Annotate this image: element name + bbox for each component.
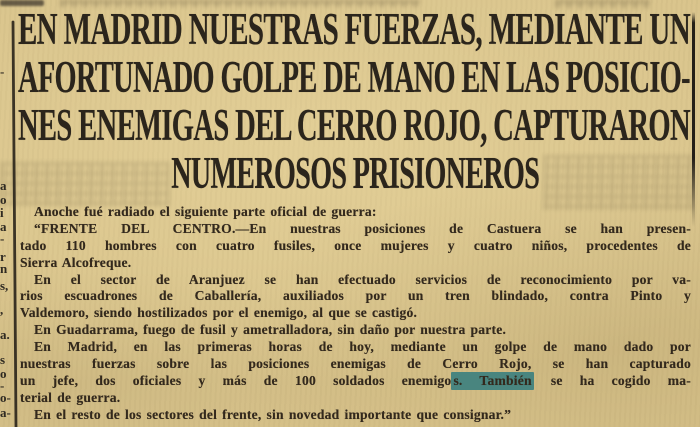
adjacent-column-fragment: , (0, 302, 4, 317)
headline-line-3 (18, 101, 692, 149)
adjacent-column-fragment: o- (0, 390, 11, 405)
article-body (20, 204, 691, 424)
body-text-segment: un jefe, dos oficiales y más de 100 soldados enemigo (20, 372, 452, 388)
headline-line-1 (18, 5, 692, 53)
adjacent-column-fragment: a. (0, 327, 10, 342)
adjacent-column-fragment: a- (0, 405, 11, 420)
body-line: En el sector de Aranjuez se han efectuado servicios de reconocimiento por va- (34, 271, 691, 287)
search-highlight: s. También (453, 372, 532, 388)
body-line: Sierra Alcofreque. (20, 254, 132, 270)
adjacent-column-fragment: i (0, 205, 4, 220)
body-line: Valdemoro, siendo hostilizados por el enemigo, al que se castigó. (20, 305, 418, 321)
body-line: En Madrid, en las primeras horas de hoy, mediante un golpe de mano dado por (34, 339, 691, 355)
adjacent-column-fragment: - (0, 64, 5, 79)
adjacent-column-fragment: - (0, 231, 5, 246)
headline-text: AFORTUNADO GOLPE DE MANO EN LAS POSICIO- (18, 52, 690, 102)
body-line: “FRENTE DEL CENTRO.—En nuestras posiciones de Castuera se han presen- (34, 220, 691, 236)
adjacent-column-fragment: a (0, 219, 7, 234)
headline-text: NES ENEMIGAS DEL CERRO ROJO, CAPTURARON (18, 100, 690, 150)
body-text-segment: se ha cogido ma- (533, 372, 691, 388)
headline-text: NUMEROSOS PRISIONEROS (171, 148, 539, 198)
adjacent-column-fragment: s, (0, 278, 9, 293)
body-line: tado 110 hombres con cuatro fusiles, once mujeres y cuatro niños, procedentes de (20, 237, 691, 253)
body-line-with-highlight (20, 373, 691, 390)
adjacent-column-fragment: - (0, 378, 5, 393)
column-divider-right (692, 12, 695, 227)
adjacent-column-fragment: n (0, 261, 8, 276)
adjacent-column-fragment: s (0, 352, 6, 367)
body-line: En Guadarrama, fuego de fusil y ametralladora, sin daño por nuestra parte. (34, 322, 507, 338)
adjacent-column-fragment: a (0, 178, 7, 193)
body-line: rios escuadrones de Caballería, auxiliados por un tren blindado, contra Pinto y (20, 288, 691, 304)
article-headline (18, 5, 692, 197)
adjacent-column-fragment: o (0, 366, 7, 381)
headline-text: EN MADRID NUESTRAS FUERZAS, MEDIANTE UN (18, 4, 690, 54)
body-line: Anoche fué radiado el siguiente parte oficial de guerra: (34, 204, 377, 219)
headline-line-2 (18, 53, 692, 101)
adjacent-column-fragment: o (0, 192, 7, 207)
adjacent-column-fragment: r (0, 249, 6, 264)
body-line: nuestras fuerzas sobre las posiciones enemigas de Cerro Rojo, se han capturado (20, 356, 691, 372)
body-line: terial de guerra. (20, 389, 121, 405)
headline-line-4 (18, 149, 692, 197)
body-line: En el resto de los sectores del frente, sin novedad importante que consignar.” (34, 406, 512, 422)
